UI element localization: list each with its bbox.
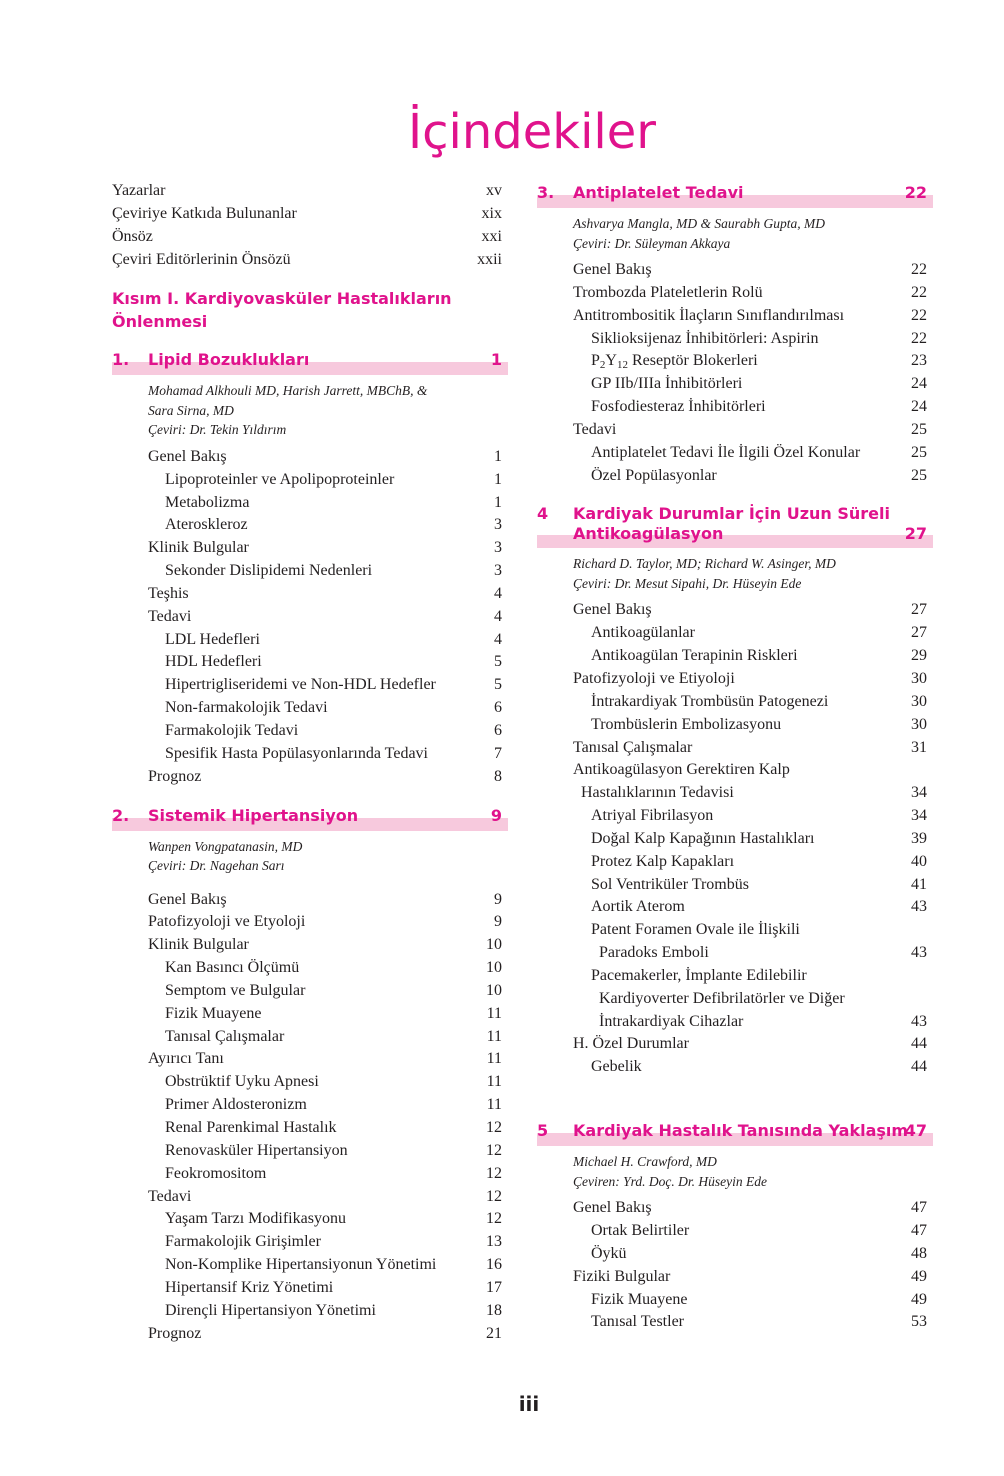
toc-entry[interactable]: Özel Popülasyonlar 25 bbox=[591, 466, 927, 484]
chapter-2-authors: Wanpen Vongpatanasin, MD Çeviri: Dr. Nagehan Sarı bbox=[148, 838, 303, 874]
toc-entry[interactable]: Tedavi 4 bbox=[148, 607, 502, 625]
toc-entry[interactable]: HDL Hedefleri 5 bbox=[165, 653, 502, 671]
toc-entry[interactable]: Antikoagülasyon Gerektiren Kalp bbox=[573, 761, 790, 779]
chapter-4-heading[interactable]: 4 Kardiyak Durumlar İçin Uzun Süreli Antikoagülasyon 27 bbox=[537, 504, 927, 544]
chapter-5-entries bbox=[537, 1197, 927, 1334]
chapter-1-entries bbox=[112, 446, 502, 789]
toc-entry[interactable]: Dirençli Hipertansiyon Yönetimi 18 bbox=[165, 1301, 502, 1319]
toc-entry[interactable]: Fiziki Bulgular 49 bbox=[573, 1267, 927, 1285]
toc-entry[interactable]: Fosfodiesteraz İnhibitörleri 24 bbox=[591, 398, 927, 416]
toc-entry[interactable]: Trombüslerin Embolizasyonu 30 bbox=[591, 715, 927, 733]
chapter-2-heading[interactable]: 2. Sistemik Hipertansiyon 9 bbox=[112, 805, 502, 827]
chapter-5-heading[interactable]: 5 Kardiyak Hastalık Tanısında Yaklaşım 47 bbox=[537, 1120, 927, 1142]
toc-entry[interactable]: Genel Bakış 1 bbox=[148, 447, 502, 465]
toc-entry[interactable]: Hipertrigliseridemi ve Non-HDL Hedefler 5 bbox=[165, 676, 502, 694]
chapter-2-entries bbox=[112, 889, 502, 1346]
toc-entry[interactable]: Pacemakerler, İmplante Edilebilir bbox=[591, 966, 807, 984]
chapter-3-heading[interactable]: 3. Antiplatelet Tedavi 22 bbox=[537, 182, 927, 204]
toc-right-column bbox=[537, 180, 927, 1334]
chapter-3-authors: Ashvarya Mangla, MD & Saurabh Gupta, MD Çeviri: Dr. Süleyman Akkaya bbox=[573, 216, 825, 251]
chapter-3-entries bbox=[537, 259, 927, 487]
toc-entry[interactable]: Aortik Aterom 43 bbox=[591, 898, 927, 916]
toc-entry[interactable]: Siklioksijenaz İnhibitörleri: Aspirin 22 bbox=[591, 329, 927, 347]
toc-entry[interactable]: Önsöz xxi bbox=[112, 227, 502, 245]
toc-entry[interactable]: Renal Parenkimal Hastalık 12 bbox=[165, 1118, 502, 1136]
toc-entry[interactable]: Fizik Muayene 11 bbox=[165, 1004, 502, 1022]
toc-entry[interactable]: Ortak Belirtiler 47 bbox=[591, 1222, 927, 1239]
toc-entry[interactable]: Antitrombositik İlaçların Sınıflandırılması 22 bbox=[573, 306, 927, 324]
toc-entry[interactable]: Antiplatelet Tedavi İle İlgili Özel Konular 25 bbox=[591, 443, 927, 461]
toc-entry[interactable]: Genel Bakış 47 bbox=[573, 1199, 927, 1217]
toc-entry[interactable]: Kan Basıncı Ölçümü 10 bbox=[165, 959, 502, 977]
toc-entry[interactable]: Genel Bakış 9 bbox=[148, 890, 502, 908]
toc-entry[interactable]: Patofizyoloji ve Etyoloji 9 bbox=[148, 913, 502, 931]
toc-entry[interactable]: Primer Aldosteronizm 11 bbox=[165, 1096, 502, 1114]
toc-entry[interactable]: Patofizyoloji ve Etiyoloji 30 bbox=[573, 669, 927, 687]
toc-entry[interactable]: Non-farmakolojik Tedavi 6 bbox=[165, 699, 502, 717]
part-heading: Kısım I. Kardiyovasküler Hastalıkların Önlenmesi bbox=[112, 289, 452, 332]
chapter-4-authors: Richard D. Taylor, MD; Richard W. Asinger, MD Çeviri: Dr. Mesut Sipahi, Dr. Hüseyin Ede bbox=[573, 556, 836, 591]
toc-entry[interactable]: Protez Kalp Kapakları 40 bbox=[591, 852, 927, 870]
toc-entry[interactable]: Spesifik Hasta Popülasyonlarında Tedavi 7 bbox=[165, 744, 502, 762]
toc-entry[interactable]: Antikoagülanlar 27 bbox=[591, 624, 927, 642]
toc-entry[interactable]: Sekonder Dislipidemi Nedenleri 3 bbox=[165, 562, 502, 580]
toc-entry[interactable]: Paradoks Emboli 43 bbox=[599, 944, 927, 962]
chapter-5-authors: Michael H. Crawford, MD Çeviren: Yrd. Doç. Dr. Hüseyin Ede bbox=[573, 1154, 767, 1189]
front-matter bbox=[112, 180, 502, 271]
page-title: İçindekiler bbox=[407, 104, 657, 160]
toc-entry[interactable]: Lipoproteinler ve Apolipoproteinler 1 bbox=[165, 470, 502, 488]
toc-entry[interactable]: H. Özel Durumlar 44 bbox=[573, 1035, 927, 1053]
toc-entry[interactable]: Atriyal Fibrilasyon 34 bbox=[591, 807, 927, 825]
toc-entry[interactable]: LDL Hedefleri 4 bbox=[165, 630, 502, 648]
chapter-1-heading[interactable]: 1. Lipid Bozuklukları 1 bbox=[112, 349, 502, 371]
toc-entry[interactable]: Feokromositom 12 bbox=[165, 1164, 502, 1182]
toc-entry[interactable]: $P_2Y_{12}$ Reseptör Blokerleri 23 bbox=[591, 352, 927, 372]
toc-entry[interactable]: Ateroskleroz 3 bbox=[165, 516, 502, 534]
toc-entry[interactable]: GP IIb/IIIa İnhibitörleri 24 bbox=[591, 375, 927, 393]
toc-entry[interactable]: Metabolizma 1 bbox=[165, 493, 502, 511]
toc-entry[interactable]: Farmakolojik Tedavi 6 bbox=[165, 722, 502, 739]
toc-entry[interactable]: İntrakardiyak Trombüsün Patogenezi 30 bbox=[591, 692, 927, 710]
toc-entry[interactable]: Ayırıcı Tanı 11 bbox=[148, 1050, 502, 1068]
toc-left-column bbox=[112, 180, 502, 1345]
toc-entry[interactable]: Yaşam Tarzı Modifikasyonu 12 bbox=[165, 1210, 502, 1228]
toc-entry[interactable]: Fizik Muayene 49 bbox=[591, 1290, 927, 1308]
toc-entry[interactable]: Hastalıklarının Tedavisi 34 bbox=[581, 784, 927, 802]
toc-entry[interactable]: Gebelik 44 bbox=[591, 1058, 927, 1076]
toc-entry[interactable]: Yazarlar xv bbox=[112, 182, 502, 199]
toc-entry[interactable]: Hipertansif Kriz Yönetimi 17 bbox=[165, 1278, 502, 1296]
toc-entry[interactable]: Öykü 48 bbox=[591, 1244, 927, 1262]
toc-entry[interactable]: Kardiyoverter Defibrilatörler ve Diğer bbox=[599, 989, 845, 1007]
toc-entry[interactable]: Tanısal Çalışmalar 31 bbox=[573, 738, 927, 756]
toc-entry[interactable]: Tanısal Testler 53 bbox=[591, 1313, 927, 1331]
toc-entry[interactable]: Antikoagülan Terapinin Riskleri 29 bbox=[591, 647, 927, 665]
toc-entry[interactable]: Teşhis 4 bbox=[148, 584, 502, 602]
toc-entry[interactable]: Renovasküler Hipertansiyon 12 bbox=[165, 1141, 502, 1159]
toc-entry[interactable]: İntrakardiyak Cihazlar 43 bbox=[599, 1012, 927, 1030]
toc-entry[interactable]: Genel Bakış 22 bbox=[573, 261, 927, 278]
toc-entry[interactable]: Non-Komplike Hipertansiyonun Yönetimi 16 bbox=[165, 1256, 502, 1274]
page-number: iii bbox=[518, 1392, 540, 1416]
toc-entry[interactable]: Sol Ventriküler Trombüs 41 bbox=[591, 875, 927, 893]
toc-entry[interactable]: Farmakolojik Girişimler 13 bbox=[165, 1233, 502, 1251]
toc-entry[interactable]: Tedavi 25 bbox=[573, 420, 927, 438]
chapter-4-entries bbox=[537, 599, 927, 1079]
toc-entry[interactable]: Tanısal Çalışmalar 11 bbox=[165, 1027, 502, 1045]
toc-entry[interactable]: Trombozda Plateletlerin Rolü 22 bbox=[573, 283, 927, 301]
chapter-1-authors: Mohamad Alkhouli MD, Harish Jarrett, MBChB, & Sara Sirna, MD Çeviri: Dr. Tekin Yıldırım bbox=[148, 383, 428, 438]
toc-entry[interactable]: Semptom ve Bulgular 10 bbox=[165, 981, 502, 999]
toc-entry[interactable]: Obstrüktif Uyku Apnesi 11 bbox=[165, 1073, 502, 1091]
toc-entry[interactable]: Prognoz 8 bbox=[148, 767, 502, 785]
toc-entry[interactable]: Klinik Bulgular 10 bbox=[148, 936, 502, 954]
toc-entry[interactable]: Patent Foramen Ovale ile İlişkili bbox=[591, 921, 800, 939]
toc-entry[interactable]: Doğal Kalp Kapağının Hastalıkları 39 bbox=[591, 829, 927, 847]
toc-entry[interactable]: Tedavi 12 bbox=[148, 1187, 502, 1205]
toc-entry[interactable]: Çeviriye Katkıda Bulunanlar xix bbox=[112, 204, 502, 222]
toc-entry[interactable]: Genel Bakış 27 bbox=[573, 601, 927, 619]
toc-entry[interactable]: Çeviri Editörlerinin Önsözü xxii bbox=[112, 250, 502, 268]
toc-entry[interactable]: Prognoz 21 bbox=[148, 1324, 502, 1342]
toc-entry[interactable]: Klinik Bulgular 3 bbox=[148, 539, 502, 557]
